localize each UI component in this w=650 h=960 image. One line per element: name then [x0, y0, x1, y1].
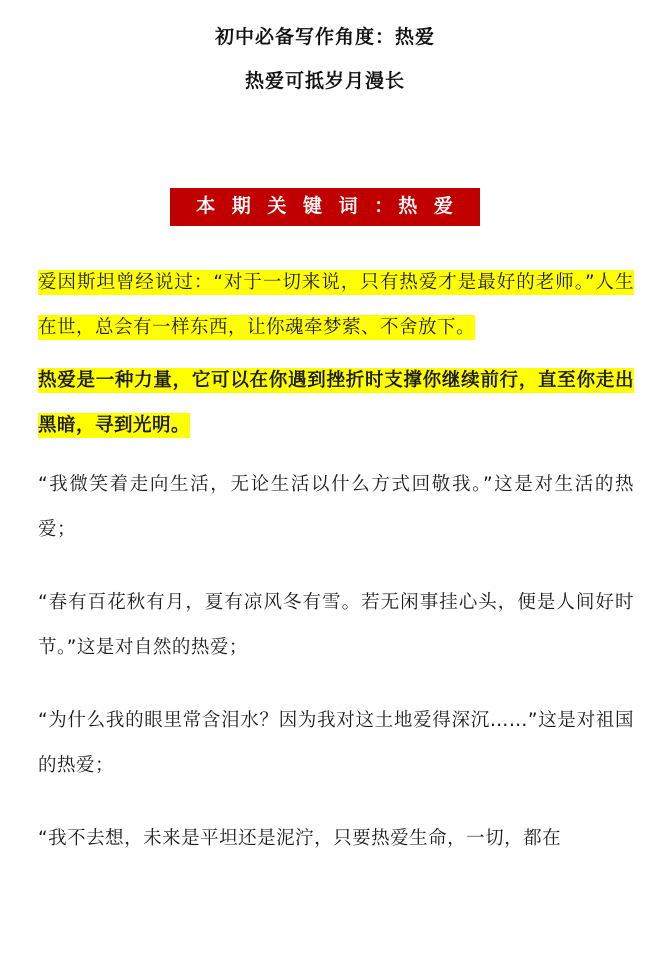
document-body: [0, 260, 650, 861]
keyword-banner-wrapper: [0, 188, 650, 226]
highlighted-bold-text: 热爱是一种力量，它可以在你遇到挫折时支撑你继续前行，直至你走出黑暗，寻到光明。: [38, 369, 634, 436]
title-block: [0, 0, 650, 102]
keyword-banner: 本 期 关 键 词 ：热 爱: [170, 188, 480, 226]
highlighted-text: 爱因斯坦曾经说过：“对于一切来说，只有热爱才是最好的老师。”人生在世，总会有一样东西，让你魂牵梦萦、不舍放下。: [38, 271, 634, 338]
paragraph-quote-nature: “春有百花秋有月，夏有凉风冬有雪。若无闲事挂心头，便是人间好时节。”这是对自然的热爱；: [38, 591, 634, 658]
paragraph-quote-einstein: [38, 260, 634, 350]
paragraph-quote-life: “我微笑着走向生活，无论生活以什么方式回敬我。”这是对生活的热爱；: [38, 473, 634, 540]
document-title-line-1: 初中必备写作角度：热爱: [214, 26, 435, 48]
paragraph-love-is-power: [38, 358, 634, 448]
paragraph-quote-motherland: “为什么我的眼里常含泪水？因为我对这土地爱得深沉……”这是对祖国的热爱；: [38, 709, 634, 776]
paragraph-quote-future: “我不去想，未来是平坦还是泥泞，只要热爱生命，一切，都在: [38, 827, 562, 849]
document-title-line-2: 热爱可抵岁月漫长: [244, 70, 405, 92]
